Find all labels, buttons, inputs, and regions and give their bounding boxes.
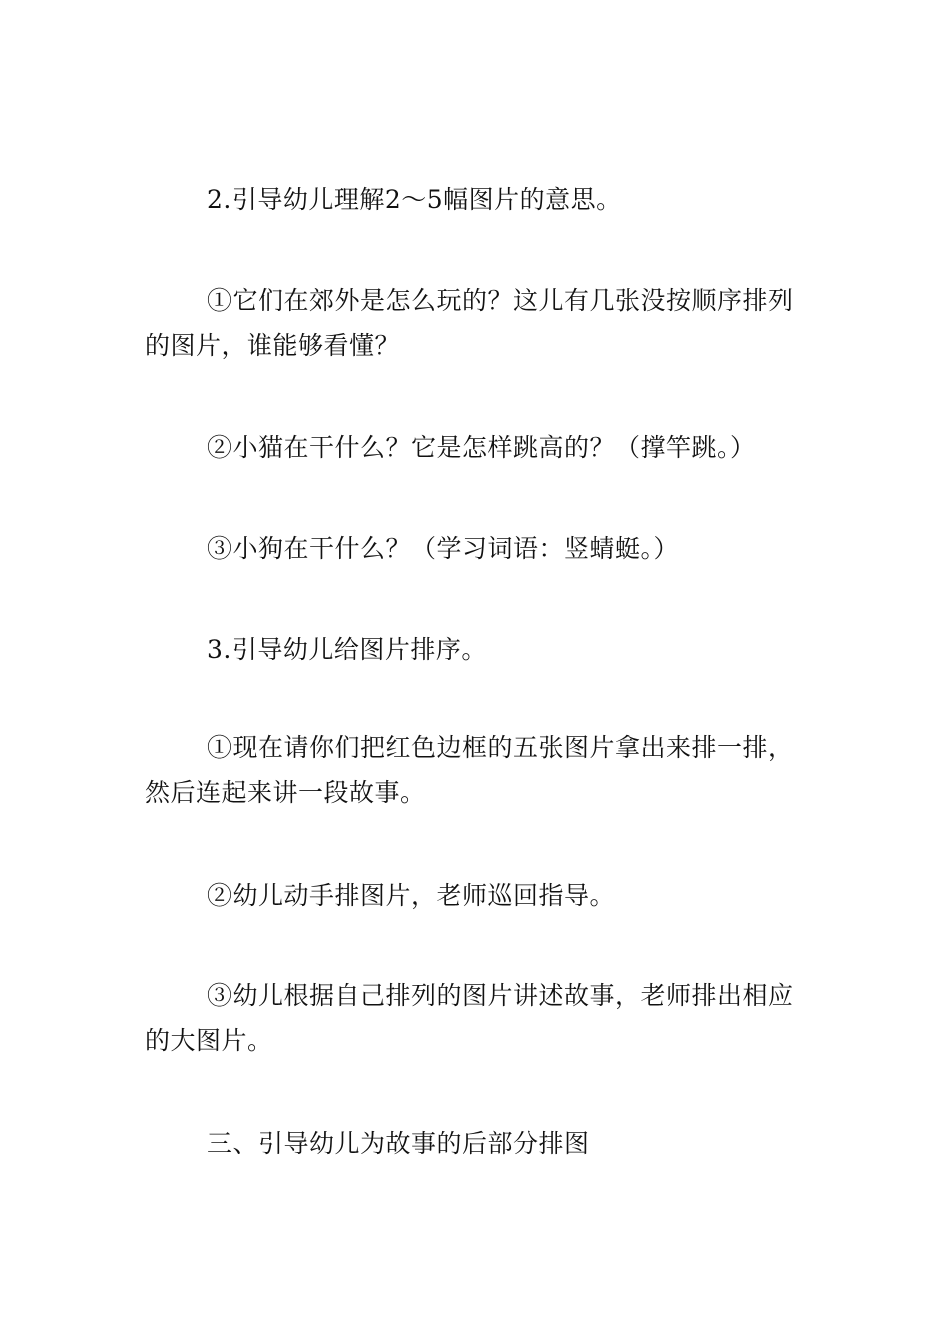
instruction-3-paragraph: ③幼儿根据自己排列的图片讲述故事，老师排出相应的大图片。 [145,981,794,1055]
step-3-heading: 3.引导幼儿给图片排序。 [207,635,487,664]
instruction-1-paragraph: ①现在请你们把红色边框的五张图片拿出来排一排，然后连起来讲一段故事。 [145,733,794,807]
section-3-heading: 三、引导幼儿为故事的后部分排图 [207,1129,590,1158]
step-2-heading: 2.引导幼儿理解2～5幅图片的意思。 [207,185,622,214]
question-2-paragraph: ②小猫在干什么？它是怎样跳高的？（撑竿跳。） [207,433,756,462]
question-1-paragraph: ①它们在郊外是怎么玩的？这儿有几张没按顺序排列的图片，谁能够看懂？ [145,286,794,360]
question-3-paragraph: ③小狗在干什么？（学习词语：竖蜻蜓。） [207,534,680,563]
instruction-2-paragraph: ②幼儿动手排图片，老师巡回指导。 [207,881,616,910]
